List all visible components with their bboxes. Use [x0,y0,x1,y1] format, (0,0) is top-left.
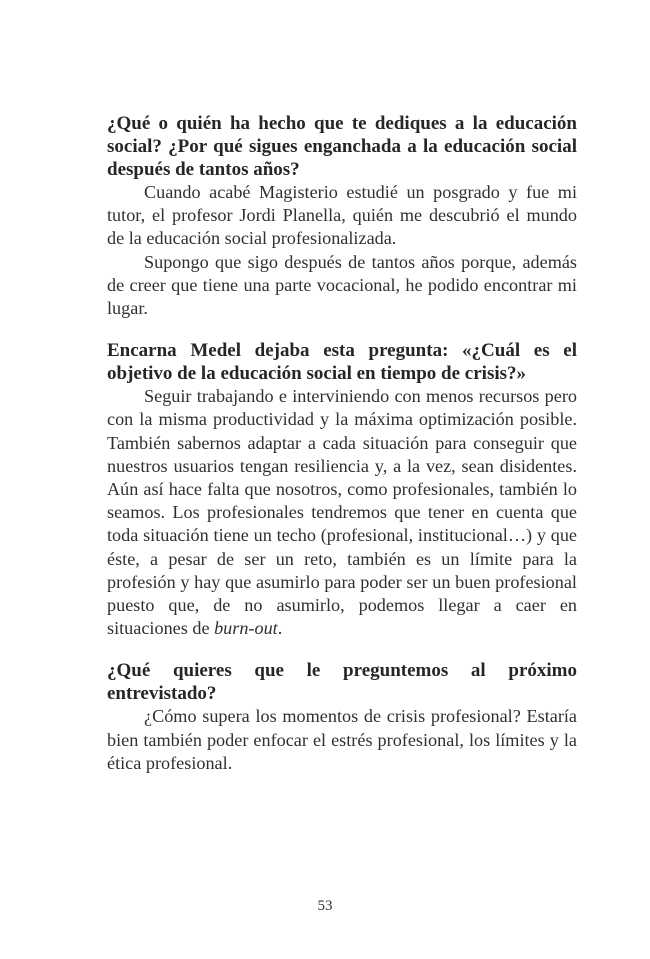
question-heading: Encarna Medel dejaba esta pregunta: «¿Cuál es el objetivo de la educación social en tiempo de crisis?» [107,340,577,385]
interview-section-2 [107,339,577,640]
page-content [107,112,577,794]
question-heading: ¿Qué quieres que le preguntemos al próximo entrevistado? [107,660,577,705]
answer-paragraph: ¿Cómo supera los momentos de crisis profesional? Estaría bien también poder enfocar el estrés profesional, los límites y la ética profesional. [107,706,577,773]
answer-text: Seguir trabajando e interviniendo con menos recursos pero con la misma productividad y la máxima optimización posible. También sabernos adaptar a cada situación para conseguir que nuestros usuarios tengan resiliencia y, a la vez, sean disidentes. Aún así hace falta que nosotros, como profesionales, también lo seamos. Los profesionales tendremos que tener en cuenta que toda situación tiene un techo (profesional, institucional…) y que éste, a pesar de ser un reto, también es un límite para la profesión y hay que asumirlo para poder ser un buen profesional puesto que, de no asumirlo, podemos llegar a caer en situaciones de [107,386,577,639]
answer-text-end: . [277,618,283,639]
question-heading: ¿Qué o quién ha hecho que te dediques a la educación social? ¿Por qué sigues enganchada a la educación social después de tantos años? [107,113,577,180]
italic-term: burn-out [214,618,278,639]
answer-paragraph: Cuando acabé Magisterio estudié un posgrado y fue mi tutor, el profesor Jordi Planella, quién me descubrió el mundo de la educación social profesionalizada. [107,182,577,249]
answer-paragraph [107,385,577,640]
page-number: 53 [317,898,333,914]
interview-section-3 [107,659,577,775]
interview-section-1 [107,112,577,320]
answer-paragraph: Supongo que sigo después de tantos años porque, además de creer que tiene una parte vocacional, he podido encontrar mi lugar. [107,251,577,319]
